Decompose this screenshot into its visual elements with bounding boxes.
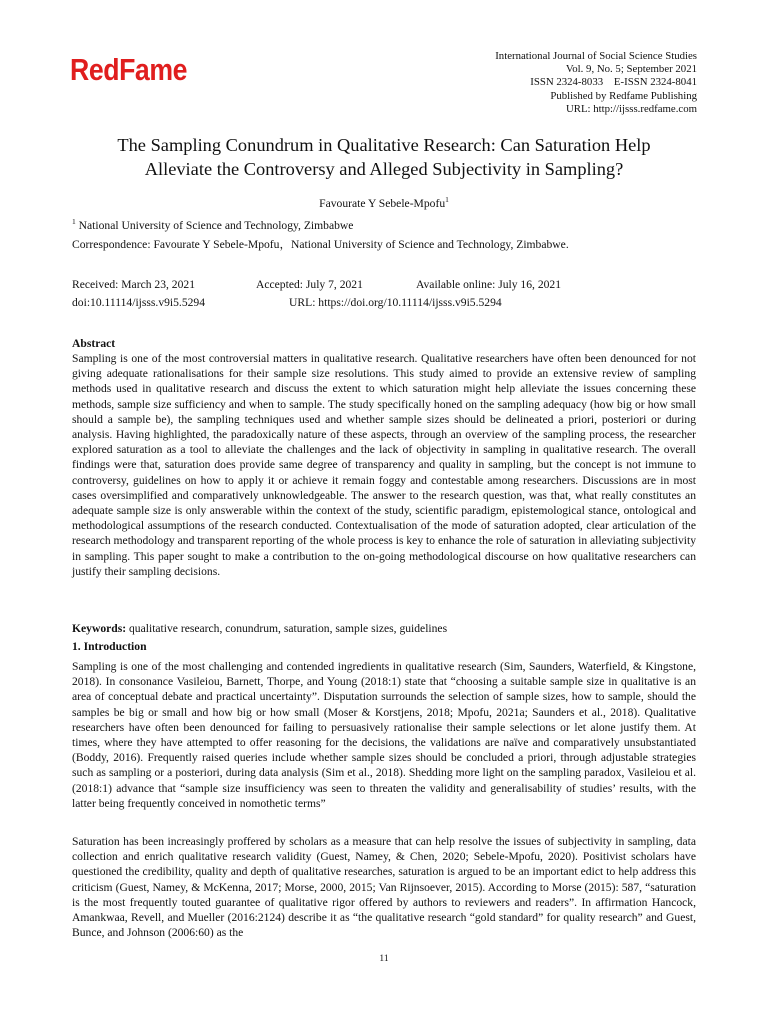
paper-title	[60, 133, 708, 181]
author-name: Favourate Y Sebele-Mpofu	[319, 197, 446, 210]
doi-url[interactable]: URL: https://doi.org/10.11114/ijsss.v9i5.5294	[289, 296, 502, 309]
journal-name: International Journal of Social Science Studies	[495, 50, 697, 62]
journal-info	[495, 50, 697, 116]
affiliation	[72, 217, 353, 232]
affiliation-superscript: 1	[72, 217, 76, 226]
accepted-date: Accepted: July 7, 2021	[256, 278, 363, 291]
author-superscript: 1	[445, 195, 449, 204]
intro-paragraph-2: Saturation has been increasingly proffered by scholars as a measure that can help resolve the issues of subjectivity in sampling, data collection and enrich qualitative research validity (Guest, Namey, & Chen, 2020; Sebele-Mpofu, 2020). Positivist scholars have questioned the credibility, quality and depth of qualitative researches, saturation is argued to be an important edict to help address this criticism (Guest, Namey, & McKenna, 2017; Morse, 2000, 2015; Van Rijnsoever, 2015). According to Morse (2015): 587, “saturation is the most frequently touted guarantee of qualitative rigor offered by authors to reviewers and readers”. In affirmation Hancock, Amankwaa, Revell, and Mueller (2016:2124) describe it as “the qualitative research “gold standard” for quality research” and Guest, Bunce, and Johnson (2006:60) as the	[72, 835, 696, 940]
abstract-text: Sampling is one of the most controversial matters in qualitative research. Qualitative researchers have often been denounced for not giving adequate rationalisations for their sample size resolutions. This study aimed to provide an extensive review of sampling methods used in qualitative research and discuss the extent to which saturation might help alleviate the issues concerning these methods, sample size sufficiency and when to sample. The study specifically honed on the sampling adequacy (how big or how small should a sample be), the sampling techniques used and whether sample sizes should be delineated a priori, posteriori or during analysis. Having highlighted, the paradoxically nature of these aspects, through an overview of the sampling process, the researcher explored saturation as a tool to alleviate the challenges and the lack of objectivity in sampling in qualitative research. The overall findings were that, saturation does provide same degree of transparency and quality in sampling, but the concept is not immune to controversy, guidelines on how to apply it or achieve it remain foggy and contestable among researchers. Discussions are in most cases oversimplified and comparatively unknowledgeable. The answer to the research question, was that, what really constitutes an adequate sample size is only answerable within the context of the study, scientific paradigm, epistemological stance, ontological and methodological assumptions of the research conducted. Contextualisation of the mode of saturation adopted, clear articulation of the research methodology and transparent reporting of the whole process is key to enhance the role of saturation in alleviating subjectivity in sampling. This paper sought to make a contribution to the on-going methodological discourse on how qualitative researchers can justify their sampling decisions.	[72, 352, 696, 578]
journal-url[interactable]: URL: http://ijsss.redfame.com	[565, 102, 697, 115]
title-line-2: Alleviate the Controversy and Alleged Subjectivity in Sampling?	[144, 159, 624, 179]
title-line-1: The Sampling Conundrum in Qualitative Research: Can Saturation Help	[117, 135, 651, 155]
abstract-heading: Abstract	[72, 337, 116, 350]
keywords-text: qualitative research, conundrum, saturation, sample sizes, guidelines	[126, 622, 448, 635]
redfame-logo: RedFame	[70, 52, 188, 87]
received-date: Received: March 23, 2021	[72, 278, 195, 291]
page-number: 11	[379, 954, 389, 964]
author	[0, 195, 768, 210]
keywords	[72, 621, 696, 636]
available-date: Available online: July 16, 2021	[416, 278, 562, 291]
keywords-label: Keywords:	[72, 622, 127, 635]
affiliation-text: National University of Science and Technology, Zimbabwe	[75, 219, 354, 232]
doi: doi:10.11114/ijsss.v9i5.5294	[72, 296, 206, 309]
journal-issn: ISSN 2324-8033 E-ISSN 2324-8041	[530, 76, 697, 89]
intro-paragraph-1: Sampling is one of the most challenging and contended ingredients in qualitative research (Sim, Saunders, Waterfield, & Kingstone, 2018). In consonance Vasileiou, Barnett, Thorpe, and Young (2018:1) state that “choosing a suitable sample size in qualitative is an area of conceptual debate and practical uncertainty”. Disputation surrounds the selection of sample sizes, how to sample, should the samples be big or small and how big or how small (Moser & Korstjens, 2018; Mpofu, 2021a; Saunders et al., 2018). Qualitative researchers have often been denounced for failing to persuasively rationalise their sample selections or let alone justify them. At times, where they have attempted to offer reasoning for the decisions, the validations are naïve and comparatively unsubstantiated (Boddy, 2016). Frequently raised queries include whether sample sizes should be concluded a priori, through adjustable strategies such as sampling or a posteriori, during data analysis (Sim et al., 2018). Shedding more light on the sampling paradox, Vasileiou et al. (2018:1) advance that “sample size insufficiency was seen to threaten the validity and generalisability of studies’ results, with the latter being frequently conceived in nomothetic terms”	[72, 660, 696, 810]
journal-publisher: Published by Redfame Publishing	[550, 89, 697, 102]
introduction-heading: 1. Introduction	[72, 640, 147, 653]
correspondence: Correspondence: Favourate Y Sebele-Mpofu，National University of Science and Technology, Zimbabwe.	[72, 238, 569, 251]
journal-volume: Vol. 9, No. 5; September 2021	[565, 63, 697, 76]
